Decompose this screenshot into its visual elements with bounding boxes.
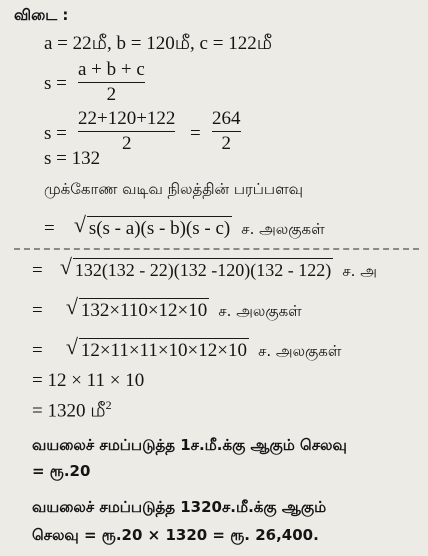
square-root [73, 212, 232, 240]
answer-heading: விடை : [14, 6, 69, 24]
square-root [59, 254, 333, 281]
fraction-bar [78, 82, 145, 83]
s-subst-numerator: 22+120+122 [78, 108, 176, 129]
s-subst-denominator-2: 2 [221, 133, 231, 154]
cost-1-line-1: வயலைச் சமப்படுத்த 1ச.மீ.க்கு ஆகும் செலவு [32, 436, 347, 454]
radical-sign-icon: √ [73, 212, 86, 237]
s-result: s = 132 [44, 148, 101, 169]
s-subst-lhs: s = [44, 123, 67, 144]
s-formula-denominator: 2 [106, 84, 117, 105]
radical-sign-icon: √ [65, 334, 78, 359]
radicand: 132(132 - 22)(132 -120)(132 - 122) [74, 260, 332, 280]
area-heading: முக்கோண வடிவ நிலத்தின் பரப்பளவு [44, 180, 303, 198]
radicand: 12×11×11×10×12×10 [80, 340, 247, 361]
s-subst-denominator: 2 [121, 133, 132, 154]
step-4: = 12 × 11 × 10 [32, 370, 145, 391]
s-subst-numerator-2: 264 [212, 108, 241, 129]
unit-label: ச. அலகுகள் [218, 302, 302, 320]
unit-label: ச. அ [342, 262, 377, 280]
unit-label: ச. அலகுகள் [241, 220, 325, 238]
fraction-bar [212, 131, 241, 132]
cost-2-line-2: செலவு = ரூ.20 × 1320 = ரூ. 26,400. [32, 526, 319, 544]
radical-sign-icon: √ [59, 254, 72, 279]
equals-sign: = [32, 260, 43, 281]
fraction-bar [78, 131, 175, 132]
step-2 [32, 294, 302, 322]
s-formula-numerator: a + b + c [78, 59, 145, 80]
step-1 [32, 254, 377, 282]
dashed-divider [14, 248, 419, 250]
unit-label: ச. அலகுகள் [258, 342, 342, 360]
radical-sign-icon: √ [65, 294, 78, 319]
cost-1-line-2: = ரூ.20 [32, 462, 91, 480]
area-formula [44, 212, 325, 240]
step-5 [32, 398, 112, 424]
equals-sign: = [32, 300, 43, 321]
s-subst-fraction-2 [212, 108, 241, 155]
given-values: a = 22மீ, b = 120மீ, c = 122மீ [44, 33, 273, 54]
squared-exponent: 2 [105, 398, 112, 412]
equals-sign: = [32, 340, 43, 361]
radicand: s(s - a)(s - b)(s - c) [88, 218, 231, 239]
radicand: 132×110×12×10 [80, 300, 208, 321]
s-formula-lhs: s = [44, 73, 67, 94]
square-root [65, 334, 249, 362]
s-formula-fraction [78, 59, 145, 106]
equals-sign: = [44, 218, 55, 239]
step-5-value: = 1320 மீ [32, 400, 106, 422]
s-subst-equals: = [190, 123, 201, 144]
step-3 [32, 334, 342, 362]
square-root [65, 294, 209, 322]
cost-2-line-1: வயலைச் சமப்படுத்த 1320ச.மீ.க்கு ஆகும் [32, 498, 327, 516]
